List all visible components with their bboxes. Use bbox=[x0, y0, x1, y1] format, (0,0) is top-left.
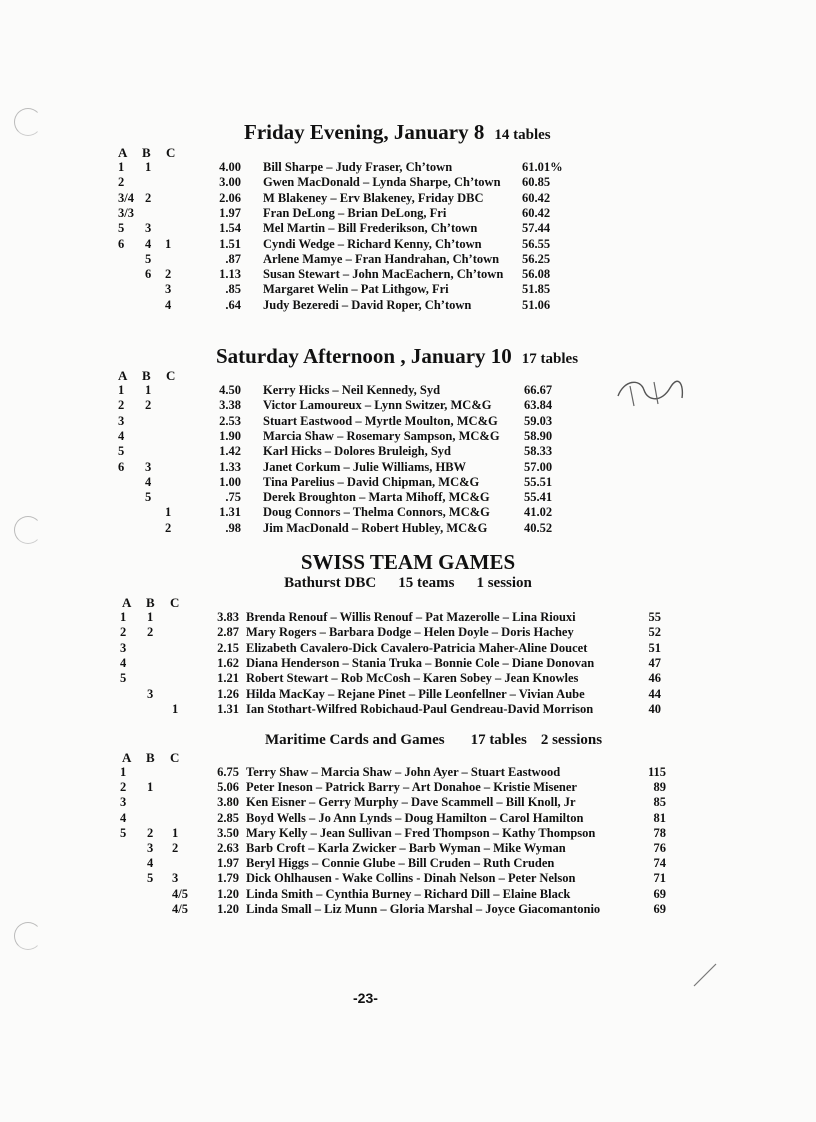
col-header-b: B bbox=[146, 595, 155, 610]
masterpoints: 1.21 bbox=[217, 671, 239, 686]
score: 115 bbox=[647, 765, 666, 779]
masterpoints: 2.87 bbox=[217, 625, 239, 640]
table-row bbox=[0, 252, 816, 267]
score: 52 bbox=[648, 625, 661, 640]
masterpoints: 2.06 bbox=[219, 190, 241, 205]
player-names: Linda Small – Liz Munn – Gloria Marshal – Joyce Giacomantonio bbox=[246, 901, 601, 916]
table-row bbox=[0, 460, 816, 475]
player-names: Tina Parelius – David Chipman, MC&G bbox=[263, 474, 480, 489]
player-names: Robert Stewart – Rob McCosh – Karen Sobey – Jean Knowles bbox=[246, 671, 579, 686]
saturday-title bbox=[216, 344, 578, 369]
table-row bbox=[0, 429, 816, 444]
player-names: Victor Lamoureux – Lynn Switzer, MC&G bbox=[263, 398, 492, 413]
table-row bbox=[0, 856, 816, 871]
swiss-sessions: 1 session bbox=[476, 575, 532, 591]
rank-a: 1 bbox=[118, 383, 125, 397]
col-header-a: A bbox=[122, 750, 132, 765]
masterpoints: 1.97 bbox=[219, 205, 241, 220]
player-names: Ken Eisner – Gerry Murphy – Dave Scammell – Bill Knoll, Jr bbox=[246, 795, 576, 810]
score: 71 bbox=[653, 871, 666, 886]
masterpoints: 3.83 bbox=[217, 610, 239, 624]
score: 51 bbox=[648, 640, 661, 655]
score: 57.44 bbox=[522, 221, 551, 236]
score: 40 bbox=[648, 701, 661, 716]
player-names: Beryl Higgs – Connie Glube – Bill Cruden – Ruth Cruden bbox=[246, 856, 555, 871]
rank-a: 4 bbox=[120, 810, 127, 825]
table-row bbox=[0, 398, 816, 413]
swiss-heading: SWISS TEAM GAMES bbox=[300, 550, 516, 574]
masterpoints: 1.51 bbox=[219, 236, 241, 251]
masterpoints: 2.85 bbox=[217, 810, 239, 825]
rank-c: 1 bbox=[165, 505, 172, 520]
table-row bbox=[0, 641, 816, 656]
masterpoints: 3.00 bbox=[219, 175, 241, 190]
player-names: Gwen MacDonald – Lynda Sharpe, Ch’town bbox=[263, 175, 501, 190]
table-row bbox=[0, 383, 816, 398]
table-row bbox=[0, 887, 816, 902]
rank-a: 3/3 bbox=[118, 205, 134, 220]
player-names: Elizabeth Cavalero-Dick Cavalero-Patricia Maher-Aline Doucet bbox=[246, 640, 588, 655]
score: 85 bbox=[653, 795, 666, 810]
rank-a: 3 bbox=[120, 640, 127, 655]
rank-b: 5 bbox=[145, 490, 152, 505]
maritime-heading: Maritime Cards and Games bbox=[265, 732, 445, 748]
rank-a: 2 bbox=[120, 625, 127, 640]
player-names: Doug Connors – Thelma Connors, MC&G bbox=[263, 505, 490, 520]
swiss-club: Bathurst DBC bbox=[284, 575, 377, 591]
masterpoints: 1.62 bbox=[217, 655, 239, 670]
rank-a: 1 bbox=[120, 765, 127, 779]
rank-a: 3 bbox=[118, 413, 125, 428]
player-names: Derek Broughton – Marta Mihoff, MC&G bbox=[263, 490, 490, 505]
rank-b: 2 bbox=[145, 190, 152, 205]
rank-a: 1 bbox=[118, 160, 125, 174]
score: 66.67 bbox=[524, 383, 553, 397]
rank-a: 5 bbox=[118, 221, 125, 236]
score: 56.25 bbox=[522, 251, 551, 266]
saturday-tables: 17 tables bbox=[521, 351, 579, 367]
rank-b: 5 bbox=[145, 251, 152, 266]
score: 41.02 bbox=[524, 505, 553, 520]
score: 55 bbox=[648, 610, 661, 624]
rank-a: 2 bbox=[120, 780, 127, 795]
col-header-c: C bbox=[170, 750, 180, 765]
rank-b: 2 bbox=[147, 825, 154, 840]
player-names: Boyd Wells – Jo Ann Lynds – Doug Hamilton – Carol Hamilton bbox=[246, 810, 584, 825]
masterpoints: 3.38 bbox=[219, 398, 241, 413]
table-row bbox=[0, 871, 816, 886]
rank-b: 3 bbox=[147, 686, 154, 701]
masterpoints: .75 bbox=[225, 490, 241, 505]
score: 46 bbox=[648, 671, 661, 686]
rank-b: 3 bbox=[145, 221, 152, 236]
masterpoints: 4.00 bbox=[219, 160, 241, 174]
score: 56.55 bbox=[522, 236, 551, 251]
player-names: Marcia Shaw – Rosemary Sampson, MC&G bbox=[263, 428, 500, 443]
table-row bbox=[0, 414, 816, 429]
masterpoints: .64 bbox=[225, 297, 241, 312]
friday-title bbox=[244, 120, 551, 145]
rank-b: 6 bbox=[145, 267, 152, 282]
masterpoints: 5.06 bbox=[217, 780, 239, 795]
col-header-b: B bbox=[146, 750, 155, 765]
table-row bbox=[0, 298, 816, 313]
player-names: Terry Shaw – Marcia Shaw – John Ayer – Stuart Eastwood bbox=[246, 765, 561, 779]
rank-b: 3 bbox=[147, 841, 154, 855]
col-header-b: B bbox=[142, 145, 151, 160]
player-names: Mary Rogers – Barbara Dodge – Helen Doyle – Doris Hachey bbox=[246, 625, 574, 640]
rank-a: 5 bbox=[120, 825, 127, 840]
rank-b: 4 bbox=[147, 856, 154, 871]
table-row bbox=[0, 610, 816, 625]
masterpoints: .87 bbox=[225, 251, 241, 266]
rank-a: 6 bbox=[118, 236, 125, 251]
score: 56.08 bbox=[522, 267, 551, 282]
rank-a: 1 bbox=[120, 610, 127, 624]
table-row bbox=[0, 175, 816, 190]
rank-c: 4 bbox=[165, 297, 172, 312]
rank-b: 2 bbox=[145, 398, 152, 413]
swiss-subtitle bbox=[0, 575, 816, 592]
rank-a: 2 bbox=[118, 175, 125, 190]
table-row bbox=[0, 267, 816, 282]
table-row bbox=[0, 780, 816, 795]
corner-mark-icon bbox=[690, 960, 720, 990]
table-row bbox=[0, 444, 816, 459]
rank-c: 1 bbox=[172, 701, 179, 716]
player-names: Barb Croft – Karla Zwicker – Barb Wyman – Mike Wyman bbox=[246, 841, 566, 855]
maritime-title bbox=[265, 732, 602, 749]
rank-b: 4 bbox=[145, 474, 152, 489]
masterpoints: 4.50 bbox=[219, 383, 241, 397]
masterpoints: 1.97 bbox=[217, 856, 239, 871]
friday-tables: 14 tables bbox=[494, 127, 551, 143]
table-row bbox=[0, 826, 816, 841]
col-header-c: C bbox=[166, 368, 176, 383]
punch-hole bbox=[14, 108, 42, 136]
score: 60.42 bbox=[522, 205, 551, 220]
rank-b: 1 bbox=[145, 383, 152, 397]
player-names: Ian Stothart-Wilfred Robichaud-Paul Gendreau-David Morrison bbox=[246, 701, 594, 716]
table-row bbox=[0, 811, 816, 826]
score: 57.00 bbox=[524, 459, 553, 474]
player-names: Judy Bezeredi – David Roper, Ch’town bbox=[263, 297, 472, 312]
table-row bbox=[0, 765, 816, 780]
masterpoints: 1.42 bbox=[219, 444, 241, 459]
score: 44 bbox=[648, 686, 661, 701]
score: 59.03 bbox=[524, 413, 553, 428]
masterpoints: 2.63 bbox=[217, 841, 239, 855]
score: 78 bbox=[653, 825, 666, 840]
masterpoints: 1.13 bbox=[219, 267, 241, 282]
masterpoints: 1.00 bbox=[219, 474, 241, 489]
table-row bbox=[0, 505, 816, 520]
rank-b: 5 bbox=[147, 871, 154, 886]
score: 69 bbox=[653, 901, 666, 916]
rank-a: 6 bbox=[118, 459, 125, 474]
score: 58.90 bbox=[524, 428, 553, 443]
masterpoints: .98 bbox=[225, 520, 241, 535]
table-row bbox=[0, 475, 816, 490]
score: 55.41 bbox=[524, 490, 553, 505]
col-header-a: A bbox=[118, 145, 128, 160]
score: 60.85 bbox=[522, 175, 551, 190]
masterpoints: 6.75 bbox=[217, 765, 239, 779]
masterpoints: 3.50 bbox=[217, 825, 239, 840]
col-header-b: B bbox=[142, 368, 151, 383]
score: 81 bbox=[653, 810, 666, 825]
score: 51.85 bbox=[522, 282, 551, 297]
col-header-a: A bbox=[122, 595, 132, 610]
masterpoints: 1.54 bbox=[219, 221, 241, 236]
masterpoints: 2.15 bbox=[217, 640, 239, 655]
table-row bbox=[0, 191, 816, 206]
player-names: Mel Martin – Bill Frederikson, Ch’town bbox=[263, 221, 478, 236]
col-header-c: C bbox=[166, 145, 176, 160]
rank-c: 2 bbox=[172, 841, 179, 855]
table-row bbox=[0, 671, 816, 686]
page-number: -23- bbox=[353, 990, 378, 1006]
score: 89 bbox=[653, 780, 666, 795]
player-names: Stuart Eastwood – Myrtle Moulton, MC&G bbox=[263, 413, 498, 428]
rank-a: 4 bbox=[120, 655, 127, 670]
masterpoints: 1.20 bbox=[217, 901, 239, 916]
player-names: M Blakeney – Erv Blakeney, Friday DBC bbox=[263, 190, 484, 205]
rank-c: 2 bbox=[165, 267, 172, 282]
maritime-tables: 17 tables bbox=[470, 732, 527, 748]
masterpoints: 1.31 bbox=[217, 701, 239, 716]
rank-c: 4/5 bbox=[172, 901, 188, 916]
player-names: Karl Hicks – Dolores Bruleigh, Syd bbox=[263, 444, 451, 459]
rank-c: 2 bbox=[165, 520, 172, 535]
rank-c: 3 bbox=[165, 282, 172, 297]
player-names: Brenda Renouf – Willis Renouf – Pat Mazerolle – Lina Riouxi bbox=[246, 610, 576, 624]
masterpoints: 1.79 bbox=[217, 871, 239, 886]
player-names: Linda Smith – Cynthia Burney – Richard Dill – Elaine Black bbox=[246, 886, 571, 901]
swiss-title bbox=[0, 550, 816, 575]
masterpoints: 1.90 bbox=[219, 428, 241, 443]
score: 51.06 bbox=[522, 297, 551, 312]
score: 76 bbox=[653, 841, 666, 855]
table-row bbox=[0, 841, 816, 856]
score: 55.51 bbox=[524, 474, 553, 489]
player-names: Cyndi Wedge – Richard Kenny, Ch’town bbox=[263, 236, 482, 251]
table-row bbox=[0, 160, 816, 175]
masterpoints: 1.20 bbox=[217, 886, 239, 901]
saturday-heading: Saturday Afternoon , January 10 bbox=[216, 344, 512, 368]
rank-a: 3 bbox=[120, 795, 127, 810]
masterpoints: 1.31 bbox=[219, 505, 241, 520]
rank-c: 4/5 bbox=[172, 886, 188, 901]
table-row bbox=[0, 206, 816, 221]
player-names: Margaret Welin – Pat Lithgow, Fri bbox=[263, 282, 449, 297]
punch-hole bbox=[14, 922, 42, 950]
player-names: Susan Stewart – John MacEachern, Ch’town bbox=[263, 267, 504, 282]
table-row bbox=[0, 237, 816, 252]
rank-b: 3 bbox=[145, 459, 152, 474]
player-names: Dick Ohlhausen - Wake Collins - Dinah Nelson – Peter Nelson bbox=[246, 871, 576, 886]
col-header-a: A bbox=[118, 368, 128, 383]
player-names: Arlene Mamye – Fran Handrahan, Ch’town bbox=[263, 251, 500, 266]
score: 58.33 bbox=[524, 444, 553, 459]
rank-a: 4 bbox=[118, 428, 125, 443]
rank-b: 1 bbox=[147, 780, 154, 795]
table-row bbox=[0, 687, 816, 702]
rank-c: 3 bbox=[172, 871, 179, 886]
masterpoints: 1.33 bbox=[219, 459, 241, 474]
rank-a: 2 bbox=[118, 398, 125, 413]
player-names: Mary Kelly – Jean Sullivan – Fred Thompson – Kathy Thompson bbox=[246, 825, 596, 840]
rank-b: 1 bbox=[145, 160, 152, 174]
rank-a: 3/4 bbox=[118, 190, 134, 205]
table-row bbox=[0, 221, 816, 236]
rank-a: 5 bbox=[118, 444, 125, 459]
table-row bbox=[0, 795, 816, 810]
score: 63.84 bbox=[524, 398, 553, 413]
player-names: Jim MacDonald – Robert Hubley, MC&G bbox=[263, 520, 488, 535]
rank-b: 1 bbox=[147, 610, 154, 624]
swiss-teams: 15 teams bbox=[398, 575, 455, 591]
handwritten-scribble-icon bbox=[610, 372, 690, 412]
table-row bbox=[0, 521, 816, 536]
table-row bbox=[0, 702, 816, 717]
masterpoints: 2.53 bbox=[219, 413, 241, 428]
rank-b: 2 bbox=[147, 625, 154, 640]
rank-b: 4 bbox=[145, 236, 152, 251]
score: 69 bbox=[653, 886, 666, 901]
rank-c: 1 bbox=[165, 236, 172, 251]
player-names: Fran DeLong – Brian DeLong, Fri bbox=[263, 205, 447, 220]
table-row bbox=[0, 902, 816, 917]
masterpoints: 1.26 bbox=[217, 686, 239, 701]
rank-c: 1 bbox=[172, 825, 179, 840]
maritime-sessions: 2 sessions bbox=[540, 732, 603, 748]
table-row bbox=[0, 625, 816, 640]
masterpoints: 3.80 bbox=[217, 795, 239, 810]
player-names: Peter Ineson – Patrick Barry – Art Donahoe – Kristie Misener bbox=[246, 780, 577, 795]
friday-heading: Friday Evening, January 8 bbox=[244, 120, 485, 144]
score: 74 bbox=[653, 856, 666, 871]
table-row bbox=[0, 282, 816, 297]
score: 47 bbox=[648, 655, 661, 670]
player-names: Kerry Hicks – Neil Kennedy, Syd bbox=[263, 383, 441, 397]
rank-a: 5 bbox=[120, 671, 127, 686]
score: 61.01% bbox=[522, 160, 563, 174]
col-header-c: C bbox=[170, 595, 180, 610]
player-names: Diana Henderson – Stania Truka – Bonnie Cole – Diane Donovan bbox=[246, 655, 595, 670]
table-row bbox=[0, 490, 816, 505]
player-names: Janet Corkum – Julie Williams, HBW bbox=[263, 459, 467, 474]
masterpoints: .85 bbox=[225, 282, 241, 297]
player-names: Hilda MacKay – Rejane Pinet – Pille Leonfellner – Vivian Aube bbox=[246, 686, 585, 701]
player-names: Bill Sharpe – Judy Fraser, Ch’town bbox=[263, 160, 453, 174]
score: 40.52 bbox=[524, 520, 553, 535]
score: 60.42 bbox=[522, 190, 551, 205]
table-row bbox=[0, 656, 816, 671]
